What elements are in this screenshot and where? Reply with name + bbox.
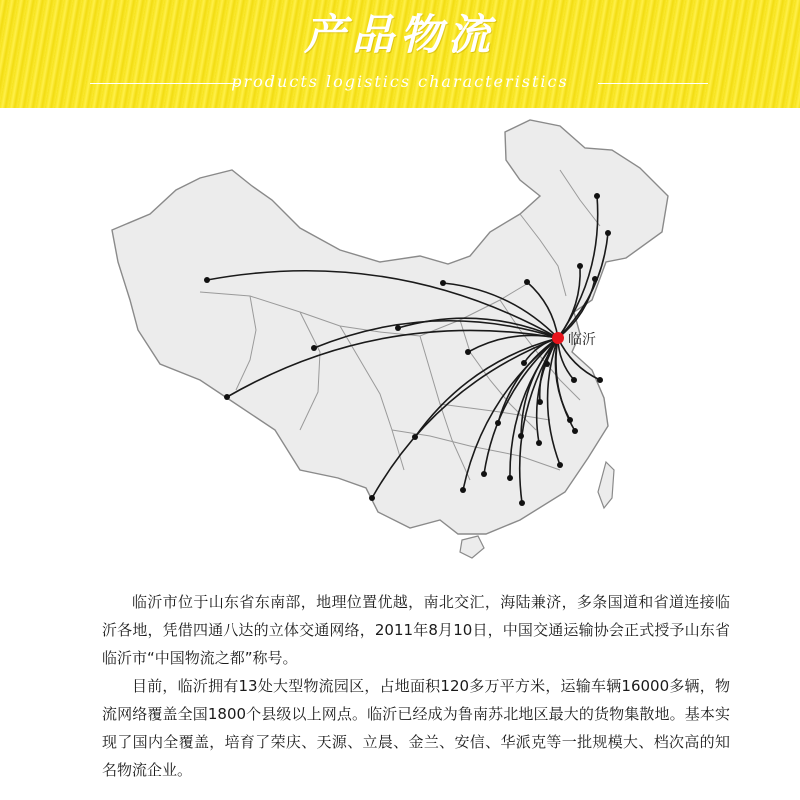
destination-dot	[369, 495, 375, 501]
destination-dot	[536, 440, 542, 446]
hub-marker-linyi	[552, 332, 564, 344]
description-paragraph-1: 临沂市位于山东省东南部，地理位置优越，南北交汇，海陆兼济，多条国道和省道连接临沂各地，凭借四通八达的立体交通网络，2011年8月10日，中国交通运输协会正式授予山东省临沂市“中国物流之都”称号。	[102, 593, 730, 667]
destination-dot	[524, 279, 530, 285]
destination-dot	[224, 394, 230, 400]
destination-dot	[440, 280, 446, 286]
destination-dot	[465, 349, 471, 355]
destination-dot	[594, 193, 600, 199]
destination-dot	[557, 462, 563, 468]
header-banner	[0, 0, 800, 108]
destination-dot	[567, 417, 573, 423]
destination-dot	[518, 433, 524, 439]
destination-dot	[537, 399, 543, 405]
description-paragraph-2: 目前，临沂拥有13处大型物流园区，占地面积120多万平方米，运输车辆16000多辆，物流网络覆盖全国1800个县级以上网点。临沂已经成为鲁南苏北地区最大的货物集散地。基本实现了国内全覆盖，培育了荣庆、天源、立晨、金兰、安信、华派克等一批规模大、档次高的知名物流企业。	[102, 677, 730, 779]
destination-dot	[495, 420, 501, 426]
destination-dot	[204, 277, 210, 283]
destination-dot	[605, 230, 611, 236]
destination-dot	[597, 377, 603, 383]
destination-dot	[577, 263, 583, 269]
destination-dot	[311, 345, 317, 351]
page-subtitle: products logistics characteristics	[231, 72, 569, 91]
destination-dot	[460, 487, 466, 493]
destination-dot	[521, 360, 527, 366]
destination-dot	[481, 471, 487, 477]
hainan-outline	[460, 536, 484, 558]
destination-dot	[592, 276, 598, 282]
china-outline	[112, 120, 668, 534]
destination-dot	[395, 325, 401, 331]
page-title: 产品物流	[303, 10, 496, 59]
destination-dot	[519, 500, 525, 506]
destination-dot	[412, 434, 418, 440]
destination-dot	[571, 377, 577, 383]
description-text	[102, 588, 730, 784]
hub-label-linyi: 临沂	[568, 332, 596, 348]
destination-dot	[544, 361, 550, 367]
destination-dot	[507, 475, 513, 481]
taiwan-outline	[598, 462, 614, 508]
destination-dot	[572, 428, 578, 434]
divider-line-right	[598, 83, 708, 84]
china-logistics-map	[0, 108, 800, 578]
